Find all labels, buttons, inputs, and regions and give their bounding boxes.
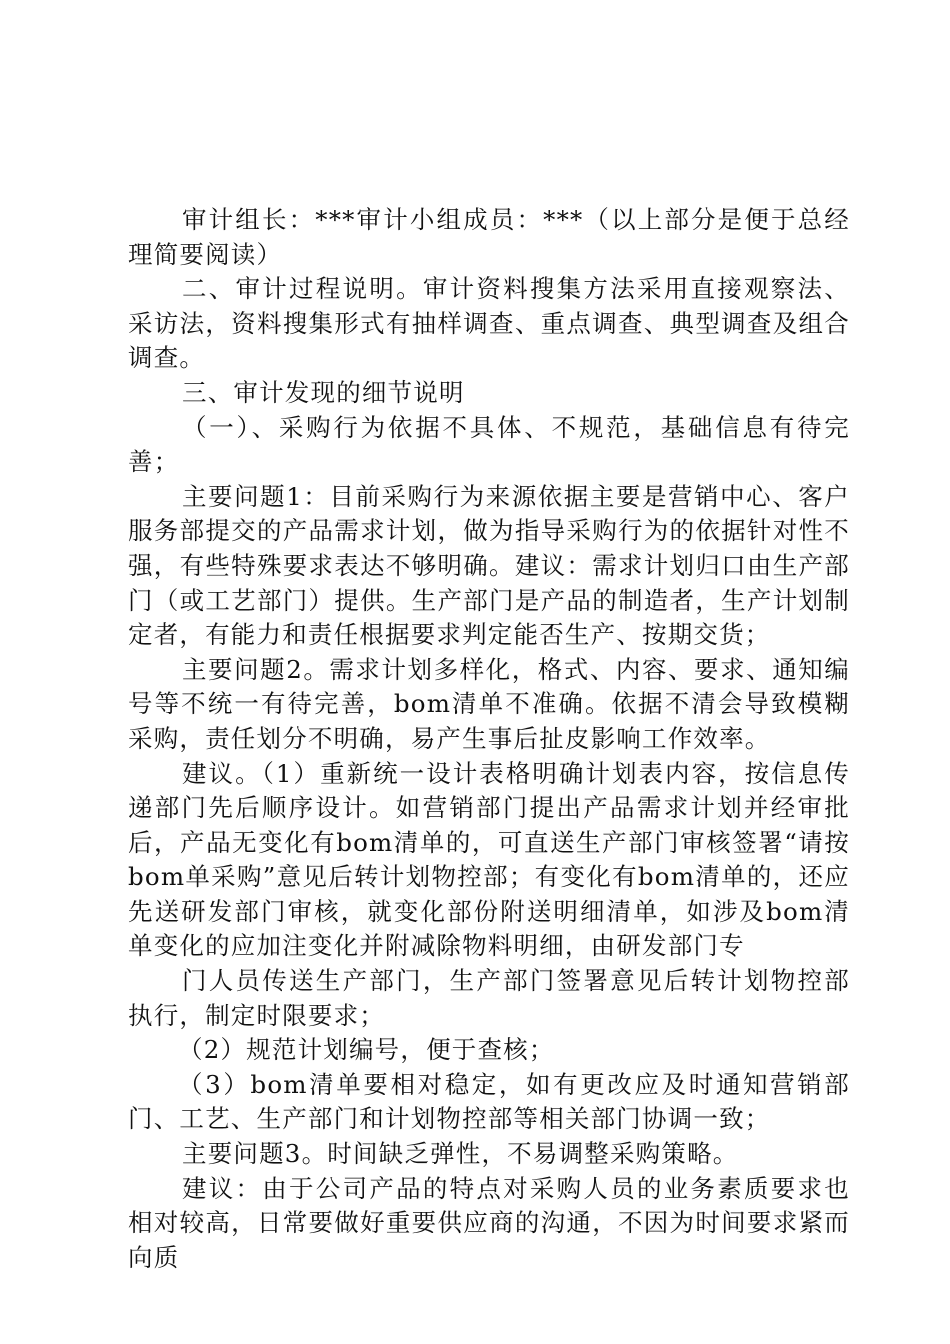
paragraph-suggestion-2: （2）规范计划编号，便于查核； xyxy=(178,1035,555,1065)
paragraph-issue-1: 主要问题1：目前采购行为来源依据主要是营销中心、客户服务部提交的产品需求计划，做为指导采购行为的依据针对性不强，有些特殊要求表达不够明确。建议：需求计划归口由生产部门（或工艺部门）提供。生产部门是产品的制造者，生产计划制定者，有能力和责任根据要求判定能否生产、按期交货； xyxy=(128,481,850,650)
paragraph-findings-heading: 三、审计发现的细节说明 xyxy=(182,377,465,407)
paragraph-issue-2: 主要问题2。需求计划多样化，格式、内容、要求、通知编号等不统一有待完善，bom清单不准确。依据不清会导致模糊采购，责任划分不明确，易产生事后扯皮影响工作效率。 xyxy=(128,654,850,753)
paragraph-audit-team: 审计组长：***审计小组成员：***（以上部分是便于总经理简要阅读） xyxy=(128,205,850,269)
paragraph-subheading-one: （一）、采购行为依据不具体、不规范，基础信息有待完善； xyxy=(128,412,850,477)
paragraph-audit-process: 二、审计过程说明。审计资料搜集方法采用直接观察法、采访法，资料搜集形式有抽样调查、重点调查、典型调查及组合调查。 xyxy=(128,274,850,373)
paragraph-suggestion-1-cont: 门人员传送生产部门，生产部门签署意见后转计划物控部执行，制定时限要求； xyxy=(128,966,850,1030)
paragraph-suggestion-1: 建议。（1）重新统一设计表格明确计划表内容，按信息传递部门先后顺序设计。如营销部门提出产品需求计划并经审批后，产品无变化有bom清单的，可直送生产部门审核签署“请按bom单采购”意见后转计划物控部；有变化有bom清单的，还应先送研发部门审核，就变化部份附送明细清单，如涉及bom清单变化的应加注变化并附减除物料明细，由研发部门专 xyxy=(128,758,850,961)
document-body xyxy=(128,203,850,1275)
paragraph-issue-3: 主要问题3。时间缺乏弹性，不易调整采购策略。 xyxy=(182,1139,739,1169)
paragraph-suggestion-issue-3: 建议：由于公司产品的特点对采购人员的业务素质要求也相对较高，日常要做好重要供应商的沟通，不因为时间要求紧而向质 xyxy=(128,1173,850,1272)
paragraph-suggestion-3: （3）bom清单要相对稳定，如有更改应及时通知营销部门、工艺、生产部门和计划物控部等相关部门协调一致； xyxy=(128,1069,850,1134)
